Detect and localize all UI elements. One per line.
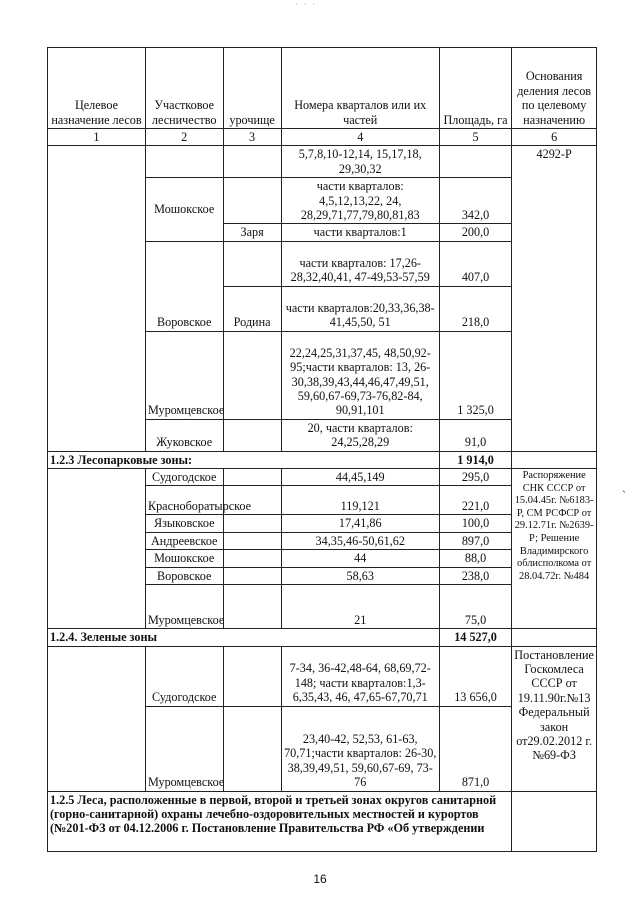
area-cell: 407,0 — [439, 241, 511, 286]
area-cell: 91,0 — [439, 419, 511, 451]
tract-cell: Заря — [223, 224, 281, 241]
header-area: Площадь, га — [439, 48, 511, 129]
table-header-row — [48, 48, 597, 129]
section-row — [48, 451, 597, 468]
area-cell: 238,0 — [439, 567, 511, 584]
area-cell: 295,0 — [439, 469, 511, 486]
table-row — [48, 469, 597, 486]
column-number-row — [48, 129, 597, 146]
area-cell: 88,0 — [439, 550, 511, 567]
quarters-cell: части кварталов:20,33,36,38-41,45,50, 51 — [281, 286, 439, 331]
header-forestry: Участковое лесничество — [145, 48, 223, 129]
tract-cell — [223, 550, 281, 567]
purpose-cell — [48, 646, 146, 791]
purpose-cell — [48, 146, 146, 451]
area-cell: 200,0 — [439, 224, 511, 241]
section-title: 1.2.3 Лесопарковые зоны: — [48, 451, 440, 468]
forestry-cell: Воровское — [145, 567, 223, 584]
colnum-4: 4 — [281, 129, 439, 146]
tract-cell — [223, 469, 281, 486]
colnum-6: 6 — [512, 129, 597, 146]
area-cell: 871,0 — [439, 706, 511, 791]
tract-cell — [223, 146, 281, 178]
tract-cell — [223, 532, 281, 549]
area-cell: 1 325,0 — [439, 331, 511, 419]
colnum-3: 3 — [223, 129, 281, 146]
forestry-cell: Муромцевское — [145, 331, 223, 419]
quarters-cell: 17,41,86 — [281, 515, 439, 532]
basis-cell: Распоряжение СНК СССР от 15.04.45г. №6183-Р, СМ РСФСР от 29.12.71г. №2639-Р; Решение Владимирского облисполкома от 28.04.72г. №484 — [512, 469, 597, 629]
tract-cell — [223, 567, 281, 584]
tract-cell — [223, 178, 281, 224]
area-cell: 13 656,0 — [439, 646, 511, 706]
purpose-cell — [48, 469, 146, 629]
area-cell: 897,0 — [439, 532, 511, 549]
tract-cell — [223, 419, 281, 451]
colnum-1: 1 — [48, 129, 146, 146]
section-total: 14 527,0 — [439, 629, 511, 646]
area-cell: 100,0 — [439, 515, 511, 532]
table-row — [48, 146, 597, 178]
forestry-cell: Красноборатырское — [145, 486, 223, 515]
section-row — [48, 629, 597, 646]
quarters-cell: 119,121 — [281, 486, 439, 515]
quarters-cell: 58,63 — [281, 567, 439, 584]
header-basis: Основания деления лесов по целевому назначению — [512, 48, 597, 129]
tract-cell: Родина — [223, 286, 281, 331]
basis-cell: Постановление Госкомлеса СССР от 19.11.90г.№13 Федеральный закон от29.02.2012 г.№69-ФЗ — [512, 646, 597, 791]
tract-cell — [223, 585, 281, 629]
quarters-cell: 5,7,8,10-12,14, 15,17,18, 29,30,32 — [281, 146, 439, 178]
quarters-cell: 20, части кварталов: 24,25,28,29 — [281, 419, 439, 451]
forestry-cell: Воровское — [145, 241, 223, 331]
page-number: 16 — [313, 872, 327, 886]
scan-mark: ` — [622, 488, 626, 502]
quarters-cell: 34,35,46-50,61,62 — [281, 532, 439, 549]
area-cell: 221,0 — [439, 486, 511, 515]
quarters-cell: 44,45,149 — [281, 469, 439, 486]
quarters-cell: 44 — [281, 550, 439, 567]
forestry-cell: Андреевское — [145, 532, 223, 549]
quarters-cell: 21 — [281, 585, 439, 629]
header-tract: урочище — [223, 48, 281, 129]
area-cell — [439, 146, 511, 178]
forestry-cell — [145, 146, 223, 178]
section-title: 1.2.4. Зеленые зоны — [48, 629, 440, 646]
basis-cell — [512, 451, 597, 468]
area-cell: 218,0 — [439, 286, 511, 331]
quarters-cell: 7-34, 36-42,48-64, 68,69,72-148; части кварталов:1,3-6,35,43, 46, 47,65-67,70,71 — [281, 646, 439, 706]
basis-cell — [512, 629, 597, 646]
header-quarters: Номера кварталов или их частей — [281, 48, 439, 129]
area-cell: 342,0 — [439, 178, 511, 224]
quarters-cell: части кварталов:1 — [281, 224, 439, 241]
forestry-cell: Судогодское — [145, 646, 223, 706]
header-purpose: Целевое назначение лесов — [48, 48, 146, 129]
section-total: 1 914,0 — [439, 451, 511, 468]
table-row — [48, 646, 597, 706]
forestry-cell: Муромцевское — [145, 585, 223, 629]
forestry-cell: Языковское — [145, 515, 223, 532]
basis-cell — [512, 791, 597, 851]
section-title: 1.2.5 Леса, расположенные в первой, второй и третьей зонах округов санитарной (горно-санитарной) охраны лечебно-оздоровительных местностей и курортов (№201-ФЗ от 04.12.2006 г. Постановление Правительства РФ «Об утверждении — [48, 791, 512, 851]
quarters-cell: 23,40-42, 52,53, 61-63, 70,71;части кварталов: 26-30, 38,39,49,51, 59,60,67-69, 73-76 — [281, 706, 439, 791]
forest-zones-table — [47, 47, 597, 852]
quarters-cell: части кварталов: 4,5,12,13,22, 24, 28,29,71,77,79,80,81,83 — [281, 178, 439, 224]
area-cell: 75,0 — [439, 585, 511, 629]
colnum-2: 2 — [145, 129, 223, 146]
tract-cell — [223, 646, 281, 706]
section-row — [48, 791, 597, 851]
forestry-cell: Судогодское — [145, 469, 223, 486]
tract-cell — [223, 706, 281, 791]
quarters-cell: части кварталов: 17,26-28,32,40,41, 47-49,53-57,59 — [281, 241, 439, 286]
scan-artifact: · · · — [295, 0, 317, 9]
tract-cell — [223, 515, 281, 532]
colnum-5: 5 — [439, 129, 511, 146]
forestry-cell: Мошокское — [145, 178, 223, 242]
forestry-cell: Мошокское — [145, 550, 223, 567]
quarters-cell: 22,24,25,31,37,45, 48,50,92-95;части кварталов: 13, 26-30,38,39,43,44,46,47,49,51, 59,60,67-69,73-76,82-84, 90,91,101 — [281, 331, 439, 419]
tract-cell — [223, 241, 281, 286]
forestry-cell: Муромцевское — [145, 706, 223, 791]
forestry-cell: Жуковское — [145, 419, 223, 451]
tract-cell — [223, 331, 281, 419]
basis-cell: 4292-Р — [512, 146, 597, 451]
